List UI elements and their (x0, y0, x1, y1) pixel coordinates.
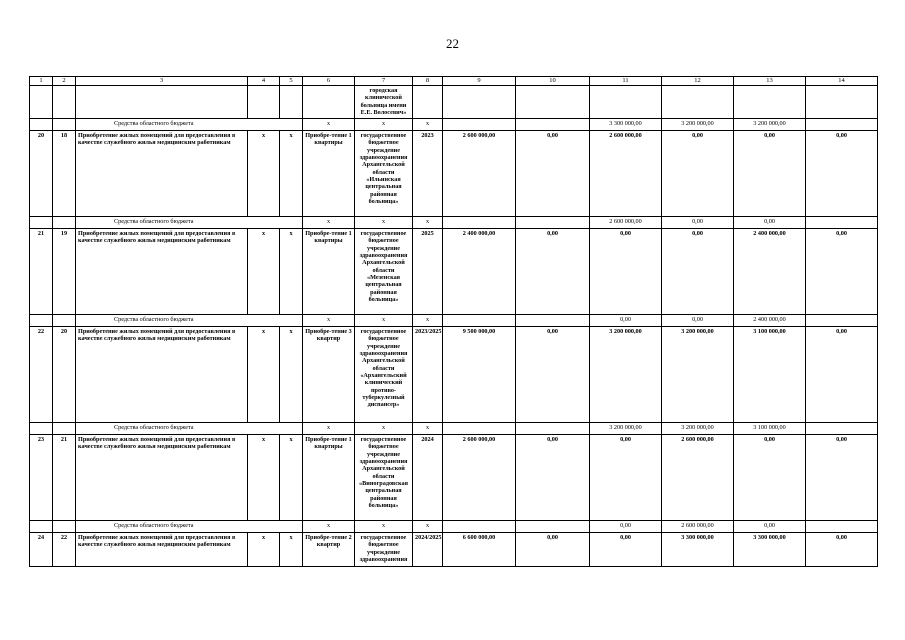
scope-cell: Приобре-тение 1 квартиры (303, 131, 355, 217)
table-row (30, 327, 878, 423)
cell (303, 86, 355, 119)
item-name: Приобретение жилых помещений для предоставления в качестве служебного жилья медицинским работникам (76, 229, 248, 315)
cell: 3 300 000,00 (734, 533, 806, 567)
cell: 0,00 (590, 229, 662, 315)
source-row (30, 423, 878, 435)
cell: х (355, 423, 413, 435)
column-header: 2 (53, 77, 76, 86)
cell: 3 200 000,00 (590, 327, 662, 423)
cell: х (413, 217, 443, 229)
cell: 3 100 000,00 (734, 327, 806, 423)
table-row (30, 229, 878, 315)
period-cell: 2024/2025 (413, 533, 443, 567)
table-row (30, 131, 878, 217)
cell (53, 521, 76, 533)
cell: х (280, 435, 303, 521)
cell: х (248, 533, 280, 567)
cell: х (413, 423, 443, 435)
source-label: Средства областного бюджета (76, 217, 303, 229)
item-name: Приобретение жилых помещений для предоставления в качестве служебного жилья медицинским работникам (76, 131, 248, 217)
cell (30, 86, 53, 119)
row-number: 21 (30, 229, 53, 315)
cell (516, 315, 590, 327)
cell: 0,00 (590, 435, 662, 521)
cell: 0,00 (806, 229, 878, 315)
cell: 2 400 000,00 (734, 229, 806, 315)
column-header: 12 (662, 77, 734, 86)
cell: х (355, 119, 413, 131)
page-number: 22 (446, 36, 459, 51)
row-number: 20 (30, 131, 53, 217)
cell: х (303, 119, 355, 131)
cell: 0,00 (590, 533, 662, 567)
cell: х (280, 533, 303, 567)
cell: 0,00 (662, 131, 734, 217)
cell (516, 423, 590, 435)
cell: 0,00 (662, 315, 734, 327)
program-table (29, 76, 878, 567)
column-header: 14 (806, 77, 878, 86)
item-name: Приобретение жилых помещений для предоставления в качестве служебного жилья медицинским работникам (76, 435, 248, 521)
cell (443, 315, 516, 327)
total-cell: 2 600 000,00 (443, 435, 516, 521)
institution-cell: государственное бюджетное учреждение здравоохранения Архангельской области «Архангельский клинический противо-туберкулезный диспансер» (355, 327, 413, 423)
institution-cell: государственное бюджетное учреждение здравоохранения Архангельской области «Ильинская центральная районная больница» (355, 131, 413, 217)
column-header: 13 (734, 77, 806, 86)
cell: х (303, 423, 355, 435)
institution-cell: государственное бюджетное учреждение здравоохранения Архангельской области «Мезенская центральная районная больница» (355, 229, 413, 315)
cell (30, 119, 53, 131)
scope-cell: Приобре-тение 3 квартир (303, 327, 355, 423)
cell (516, 217, 590, 229)
column-header: 11 (590, 77, 662, 86)
institution-cell: государственное бюджетное учреждение здравоохранения Архангельской области «Виноградовская центральная районная больница» (355, 435, 413, 521)
cell: 0,00 (516, 229, 590, 315)
cell: 2 600 000,00 (590, 131, 662, 217)
column-header: 6 (303, 77, 355, 86)
cell: х (355, 217, 413, 229)
continued-row (30, 86, 878, 119)
cell (806, 217, 878, 229)
cell (53, 217, 76, 229)
cell: 0,00 (806, 533, 878, 567)
cell (30, 315, 53, 327)
cell: х (303, 217, 355, 229)
cell: х (413, 521, 443, 533)
cell: 2 600 000,00 (662, 521, 734, 533)
column-header: 3 (76, 77, 248, 86)
cell: 2 600 000,00 (662, 435, 734, 521)
row-number: 24 (30, 533, 53, 567)
item-name: Приобретение жилых помещений для предоставления в качестве служебного жилья медицинским работникам (76, 533, 248, 567)
cell (248, 86, 280, 119)
item-name: Приобретение жилых помещений для предоставления в качестве служебного жилья медицинским работникам (76, 327, 248, 423)
cell (806, 521, 878, 533)
institution-cell: городская клинической больница имени Е.Е. Волосевич» (355, 86, 413, 119)
source-row (30, 119, 878, 131)
column-header: 9 (443, 77, 516, 86)
cell: 0,00 (806, 435, 878, 521)
total-cell: 2 400 000,00 (443, 229, 516, 315)
cell: х (413, 119, 443, 131)
cell: х (248, 229, 280, 315)
column-header: 7 (355, 77, 413, 86)
cell: 0,00 (516, 533, 590, 567)
cell (662, 86, 734, 119)
cell (53, 86, 76, 119)
source-label: Средства областного бюджета (76, 521, 303, 533)
period-cell: 2024 (413, 435, 443, 521)
source-row (30, 315, 878, 327)
cell (590, 86, 662, 119)
cell (76, 86, 248, 119)
cell (443, 86, 516, 119)
cell (30, 217, 53, 229)
cell: 3 200 000,00 (734, 119, 806, 131)
cell: х (355, 315, 413, 327)
cell (806, 119, 878, 131)
cell: 3 200 000,00 (662, 423, 734, 435)
cell (443, 217, 516, 229)
cell: х (355, 521, 413, 533)
period-cell: 2025 (413, 229, 443, 315)
cell: х (280, 229, 303, 315)
cell: 3 300 000,00 (590, 119, 662, 131)
cell: 0,00 (734, 435, 806, 521)
total-cell: 9 500 000,00 (443, 327, 516, 423)
source-label: Средства областного бюджета (76, 423, 303, 435)
cell: 0,00 (516, 327, 590, 423)
cell: 2 400 000,00 (734, 315, 806, 327)
cell (30, 521, 53, 533)
cell (413, 86, 443, 119)
total-cell: 6 600 000,00 (443, 533, 516, 567)
scope-cell: Приобре-тение 1 квартиры (303, 435, 355, 521)
cell: 3 200 000,00 (662, 327, 734, 423)
column-header: 5 (280, 77, 303, 86)
column-header: 8 (413, 77, 443, 86)
total-cell: 2 600 000,00 (443, 131, 516, 217)
cell (516, 119, 590, 131)
cell (30, 423, 53, 435)
row-number: 22 (30, 327, 53, 423)
period-cell: 2023/2025 (413, 327, 443, 423)
cell (516, 521, 590, 533)
cell: х (248, 131, 280, 217)
cell (516, 86, 590, 119)
cell: 0,00 (516, 131, 590, 217)
column-header: 10 (516, 77, 590, 86)
item-number: 20 (53, 327, 76, 423)
period-cell: 2023 (413, 131, 443, 217)
cell: 0,00 (806, 327, 878, 423)
scope-cell: Приобре-тение 1 квартиры (303, 229, 355, 315)
cell: 0,00 (516, 435, 590, 521)
row-number: 23 (30, 435, 53, 521)
table-row (30, 435, 878, 521)
column-header: 4 (248, 77, 280, 86)
cell: 3 100 000,00 (734, 423, 806, 435)
cell (53, 423, 76, 435)
item-number: 19 (53, 229, 76, 315)
column-header: 1 (30, 77, 53, 86)
cell (443, 521, 516, 533)
cell: х (248, 327, 280, 423)
source-row (30, 217, 878, 229)
cell: 0,00 (662, 229, 734, 315)
cell: 2 600 000,00 (590, 217, 662, 229)
table-body (30, 77, 878, 567)
cell: х (303, 521, 355, 533)
cell: 3 200 000,00 (662, 119, 734, 131)
institution-cell: государственное бюджетное учреждение здравоохранения (355, 533, 413, 567)
source-row (30, 521, 878, 533)
source-label: Средства областного бюджета (76, 315, 303, 327)
cell (806, 315, 878, 327)
cell (280, 86, 303, 119)
cell: х (280, 327, 303, 423)
cell: 0,00 (734, 217, 806, 229)
cell (806, 423, 878, 435)
item-number: 18 (53, 131, 76, 217)
cell (806, 86, 878, 119)
cell: 0,00 (590, 315, 662, 327)
cell (443, 423, 516, 435)
cell (53, 119, 76, 131)
cell (734, 86, 806, 119)
cell: 0,00 (662, 217, 734, 229)
cell: 0,00 (806, 131, 878, 217)
cell: 0,00 (590, 521, 662, 533)
item-number: 22 (53, 533, 76, 567)
cell (53, 315, 76, 327)
cell: х (303, 315, 355, 327)
table-row (30, 533, 878, 567)
cell (443, 119, 516, 131)
cell: 3 300 000,00 (662, 533, 734, 567)
header-row (30, 77, 878, 86)
cell: х (413, 315, 443, 327)
item-number: 21 (53, 435, 76, 521)
cell: 3 200 000,00 (590, 423, 662, 435)
source-label: Средства областного бюджета (76, 119, 303, 131)
scope-cell: Приобре-тение 2 квартир (303, 533, 355, 567)
cell: 0,00 (734, 521, 806, 533)
cell: х (280, 131, 303, 217)
cell: 0,00 (734, 131, 806, 217)
cell: х (248, 435, 280, 521)
